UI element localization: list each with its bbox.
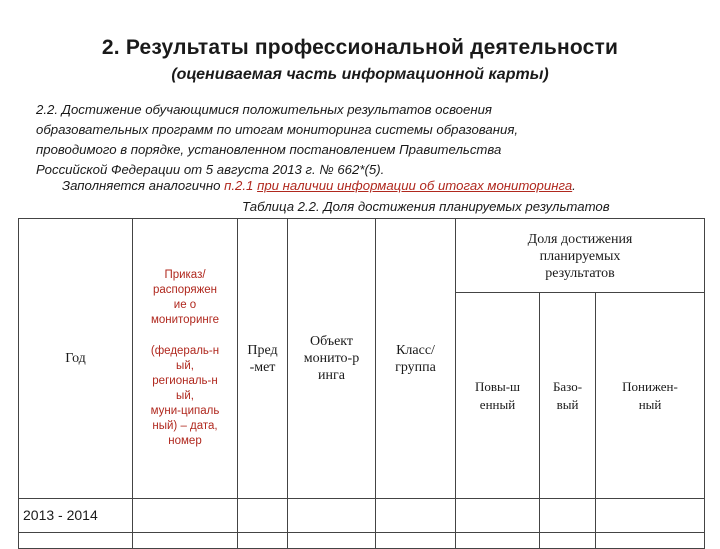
cell-class[interactable] bbox=[376, 499, 456, 533]
header-subject: Пред -мет bbox=[238, 219, 288, 499]
cell-high[interactable] bbox=[456, 533, 540, 549]
header-high: Повы-ш енный bbox=[456, 293, 540, 499]
fill-link[interactable]: при наличии информации об итогах мониторинга bbox=[257, 178, 573, 193]
fill-suffix: . bbox=[572, 178, 576, 193]
table-caption: Таблица 2.2. Доля достижения планируемых результатов bbox=[242, 199, 610, 214]
page-title: 2. Результаты профессиональной деятельности bbox=[101, 36, 619, 59]
header-low: Понижен- ный bbox=[596, 293, 705, 499]
cell-subject[interactable] bbox=[238, 499, 288, 533]
cell-order[interactable] bbox=[133, 499, 238, 533]
fill-instruction bbox=[62, 178, 702, 193]
table-row bbox=[19, 499, 705, 533]
fill-prefix: Заполняется аналогично bbox=[62, 178, 225, 193]
table-row bbox=[19, 533, 705, 549]
cell-base[interactable] bbox=[540, 499, 596, 533]
cell-object[interactable] bbox=[288, 499, 376, 533]
intro-line: 2.2. Достижение обучающимися положительных результатов освоения bbox=[36, 102, 492, 117]
header-object: Объект монито-р инга bbox=[288, 219, 376, 499]
cell-class[interactable] bbox=[376, 533, 456, 549]
header-share: Доля достижения планируемых результатов bbox=[456, 219, 705, 293]
page-subtitle: (оцениваемая часть информационной карты) bbox=[171, 66, 549, 83]
intro-line: Российской Федерации от 5 августа 2013 г. № 662*(5). bbox=[36, 162, 385, 177]
intro-line: проводимого в порядке, установленном постановлением Правительства bbox=[36, 142, 502, 157]
cell-base[interactable] bbox=[540, 533, 596, 549]
cell-year[interactable]: 2013 - 2014 bbox=[19, 499, 133, 533]
cell-object[interactable] bbox=[288, 533, 376, 549]
cell-low[interactable] bbox=[596, 499, 705, 533]
cell-order[interactable] bbox=[133, 533, 238, 549]
header-order: Приказ/ распоряжен ие о мониторинге (федераль-н ый, региональ-н ый, муни-ципаль ный) – дата, номер bbox=[133, 219, 238, 499]
cell-year[interactable] bbox=[19, 533, 133, 549]
header-base: Базо- вый bbox=[540, 293, 596, 499]
intro-line: образовательных программ по итогам мониторинга системы образования, bbox=[36, 122, 519, 137]
header-class: Класс/ группа bbox=[376, 219, 456, 499]
results-table bbox=[18, 218, 705, 549]
cell-high[interactable] bbox=[456, 499, 540, 533]
fill-reference: п.2.1 bbox=[224, 178, 254, 193]
cell-subject[interactable] bbox=[238, 533, 288, 549]
header-year: Год bbox=[19, 219, 133, 499]
intro-paragraph bbox=[36, 100, 696, 180]
cell-low[interactable] bbox=[596, 533, 705, 549]
